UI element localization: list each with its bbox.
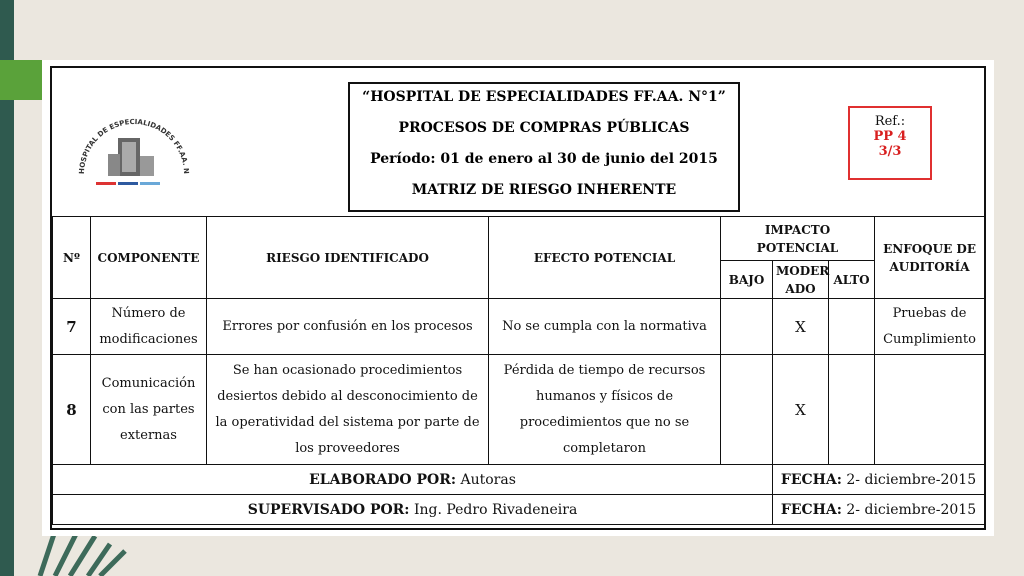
row-num: 8: [53, 355, 91, 465]
table-row: [53, 355, 985, 465]
period-text: Período: 01 de enero al 30 de junio del 2015: [370, 151, 718, 167]
elaborado-cell: [53, 465, 773, 495]
row-efecto: Pérdida de tiempo de recursos humanos y físicos de procedimientos que no se completaron: [489, 355, 721, 465]
fecha1-value: 2- diciembre-2015: [846, 471, 977, 488]
row-efecto: No se cumpla con la normativa: [489, 299, 721, 355]
row-moderado: X: [773, 355, 829, 465]
row-riesgo: Se han ocasionado procedimientos desiertos debido al desconocimiento de la operatividad del sistema por parte de los proveedores: [207, 355, 489, 465]
reference-box: [848, 106, 932, 180]
elaborado-label: ELABORADO POR:: [309, 471, 457, 488]
row-bajo: [721, 355, 773, 465]
row-alto: [829, 355, 875, 465]
svg-text:HOSPITAL DE ESPECIALIDADES FF.: HOSPITAL DE ESPECIALIDADES FF.AA. N: [77, 117, 191, 175]
row-riesgo: Errores por confusión en los procesos: [207, 299, 489, 355]
matrix-title: MATRIZ DE RIESGO INHERENTE: [411, 182, 677, 198]
document-frame: [50, 66, 986, 530]
report-title-box: [348, 82, 740, 212]
fecha1-cell: [773, 465, 985, 495]
header-riesgo: RIESGO IDENTIFICADO: [207, 217, 489, 299]
row-componente: Número de modificaciones: [91, 299, 207, 355]
row-enfoque: Pruebas de Cumplimiento: [875, 299, 985, 355]
row-moderado: X: [773, 299, 829, 355]
supervisado-label: SUPERVISADO POR:: [247, 501, 410, 518]
supervisado-cell: [53, 495, 773, 525]
row-enfoque: [875, 355, 985, 465]
ref-code: PP 4: [873, 129, 907, 144]
process-title: PROCESOS DE COMPRAS PÚBLICAS: [398, 120, 690, 136]
row-componente: Comunicación con las partes externas: [91, 355, 207, 465]
header-alto: ALTO: [829, 261, 875, 299]
supervisado-row: [53, 495, 985, 525]
header-componente: COMPONENTE: [91, 217, 207, 299]
header-impacto: IMPACTO POTENCIAL: [721, 217, 875, 261]
row-num: 7: [53, 299, 91, 355]
header-bajo: BAJO: [721, 261, 773, 299]
row-alto: [829, 299, 875, 355]
header-efecto: EFECTO POTENCIAL: [489, 217, 721, 299]
fecha2-cell: [773, 495, 985, 525]
elaborado-row: [53, 465, 985, 495]
table-row: [53, 299, 985, 355]
fecha2-label: FECHA:: [780, 501, 842, 518]
fecha1-label: FECHA:: [780, 471, 842, 488]
document-page: [42, 60, 994, 536]
hospital-logo: [66, 96, 196, 206]
hospital-name: “HOSPITAL DE ESPECIALIDADES FF.AA. N°1”: [362, 89, 726, 105]
header-num: Nº: [53, 217, 91, 299]
ref-page: 3/3: [878, 144, 902, 159]
row-bajo: [721, 299, 773, 355]
slide-green-tab: [0, 60, 42, 100]
fecha2-value: 2- diciembre-2015: [846, 501, 977, 518]
risk-matrix-table: [52, 216, 985, 525]
header-moderado: MODER ADO: [773, 261, 829, 299]
ref-label: Ref.:: [874, 114, 906, 129]
supervisado-value: Ing. Pedro Rivadeneira: [413, 501, 578, 518]
hospital-logo-icon: [66, 96, 196, 206]
header-enfoque: ENFOQUE DE AUDITORÍA: [875, 217, 985, 299]
elaborado-value: Autoras: [460, 471, 516, 488]
